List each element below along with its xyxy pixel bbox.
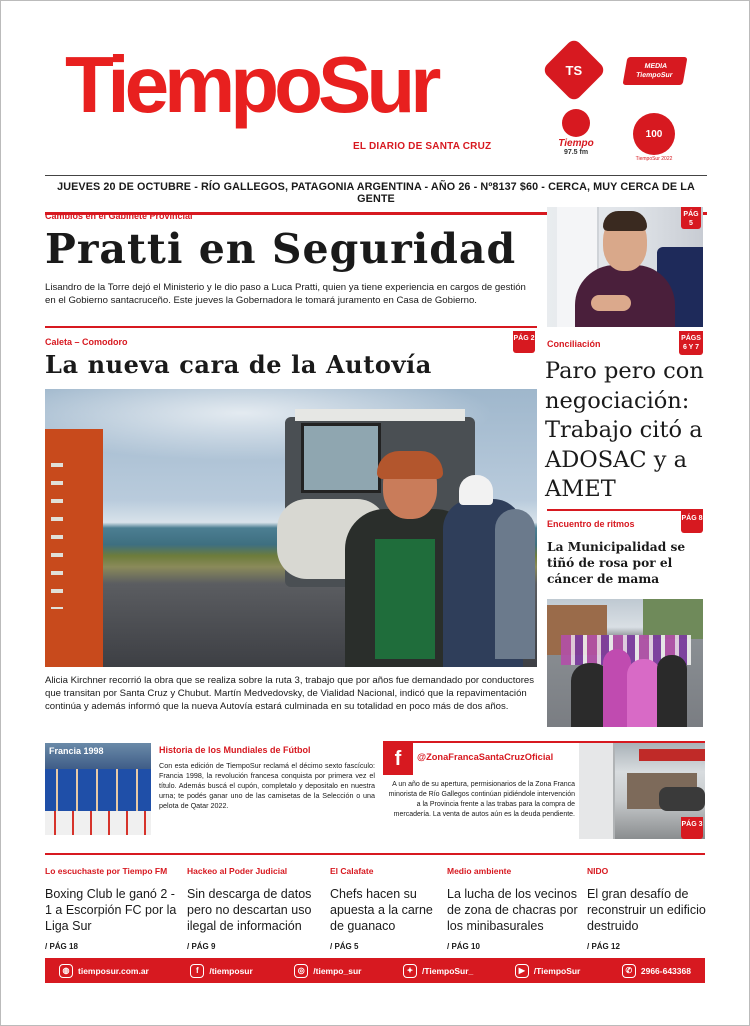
mundiales-body: Con esta edición de TiempoSur reclamá el décimo sexto fascículo: Francia 1998, la revolución francesa conquista por primera vez el título. Además buscá el cupón, completalo y depositalo en nuestra urna; te podés ganar uno de las camisetas de la Selección o una pelota de Qatar 2022. <box>159 761 375 810</box>
zonafranca-body: A un año de su apertura, permisionarios de la Zona Franca minorista de Río Gallegos continúan pidiéndole intervención a la Provincia frente a las trabas para la compra de mercadería. La venta de autos aún es la deuda pendiente. <box>388 781 575 818</box>
lead-headline: Pratti en Seguridad <box>45 225 517 273</box>
conciliacion-kicker: Conciliación <box>547 339 601 349</box>
divider <box>45 853 705 855</box>
conciliacion-headline: Paro pero con negociación: Trabajo citó a ADOSAC y a AMET <box>545 358 704 502</box>
globe-icon: ◍ <box>59 964 73 978</box>
lead-page-tag: PÁG 5 <box>681 207 701 229</box>
footer-website[interactable]: ◍ tiemposur.com.ar <box>59 964 149 978</box>
footer-bar <box>45 958 705 983</box>
ritmos-photo <box>547 599 703 727</box>
dateline: JUEVES 20 DE OCTUBRE - RÍO GALLEGOS, PATAGONIA ARGENTINA - AÑO 26 - Nº8137 $60 - CERCA, MUY CERCA DE LA GENTE <box>45 175 707 215</box>
zonafranca-page-tag: PÁG 3 <box>681 817 703 839</box>
divider <box>45 326 537 328</box>
facebook-icon: f <box>190 964 204 978</box>
bottom-item-2: Hackeo al Poder Judicial Sin descarga de datos pero no descartan uso ilegal de información / PÁG 9 <box>187 866 312 951</box>
media-badge: MEDIA TiempoSur <box>623 57 688 85</box>
footer-instagram[interactable]: ◎ /tiempo_sur <box>294 964 361 978</box>
bottom-item-1: Lo escuchaste por Tiempo FM Boxing Club le ganó 2 - 1 a Escorpión FC por la Liga Sur / PÁG 18 <box>45 866 177 951</box>
footer-twitter[interactable]: ✦ /TiempoSur_ <box>403 964 473 978</box>
bottom-item-3: El Calafate Chefs hacen su apuesta a la carne de guanaco / PÁG 5 <box>330 866 433 951</box>
radio-logo-icon <box>562 109 590 137</box>
mundiales-photo: Francia 1998 <box>45 743 151 835</box>
ritmos-headline: La Municipalidad se tiñó de rosa por el cáncer de mama <box>547 540 686 586</box>
facebook-icon: f <box>383 743 413 775</box>
divider <box>547 509 703 511</box>
autovia-page-tag: PÁG 2 <box>513 331 535 353</box>
autovia-kicker: Caleta – Comodoro <box>45 337 128 347</box>
youtube-icon: ▶ <box>515 964 529 978</box>
tagline: EL DIARIO DE SANTA CRUZ <box>353 141 492 152</box>
anniversary-badge: 100 TiempoSur 2022 <box>629 113 679 165</box>
autovia-photo <box>45 389 537 667</box>
instagram-icon: ◎ <box>294 964 308 978</box>
footer-whatsapp[interactable]: ✆ 2966-643368 <box>622 964 691 978</box>
conciliacion-page-tag: PÁGS 6 Y 7 <box>679 331 703 355</box>
ritmos-page-tag: PÁG 8 <box>681 511 703 533</box>
ts-badge: TS <box>541 37 606 102</box>
zonafranca-handle: @ZonaFrancaSantaCruzOficial <box>417 752 554 762</box>
whatsapp-icon: ✆ <box>622 964 636 978</box>
pratti-photo <box>547 207 703 327</box>
footer-youtube[interactable]: ▶ /TiempoSur <box>515 964 581 978</box>
newspaper-logo: TiempoSur <box>65 40 437 129</box>
mundiales-kicker: Historia de los Mundiales de Fútbol <box>159 745 311 755</box>
lead-body: Lisandro de la Torre dejó el Ministerio y le dio paso a Luca Pratti, quien ya tiene experiencia en cargos de gestión en el Gobierno santacruceño. Este jueves la Gobernadora le tomará juramento en Casa de Gobierno. <box>45 282 526 306</box>
autovia-headline: La nueva cara de la Autovía <box>45 350 432 379</box>
autovia-body: Alicia Kirchner recorrió la obra que se realiza sobre la ruta 3, trabajo que por años fue demandado por conductores que transitan por Santa Cruz y Chubut. Martín Medvedovsky, de Vialidad Nacional, indicó que la repavimentación continúa y además informó que la nueva Autovía estará culminada en su totalidad en poco más de dos años. <box>45 675 535 712</box>
bottom-item-4: Medio ambiente La lucha de los vecinos de zona de chacras por los minibasurales / PÁG 10 <box>447 866 578 951</box>
footer-facebook[interactable]: f /tiemposur <box>190 964 252 978</box>
lead-kicker: Cambios en el Gabinete Provincial <box>45 211 193 221</box>
radio-badge: Tiempo 97.5 fm <box>553 109 599 163</box>
twitter-icon: ✦ <box>403 964 417 978</box>
ritmos-kicker: Encuentro de ritmos <box>547 519 635 529</box>
bottom-item-5: NIDO El gran desafío de reconstruir un edificio destruido / PÁG 12 <box>587 866 706 951</box>
